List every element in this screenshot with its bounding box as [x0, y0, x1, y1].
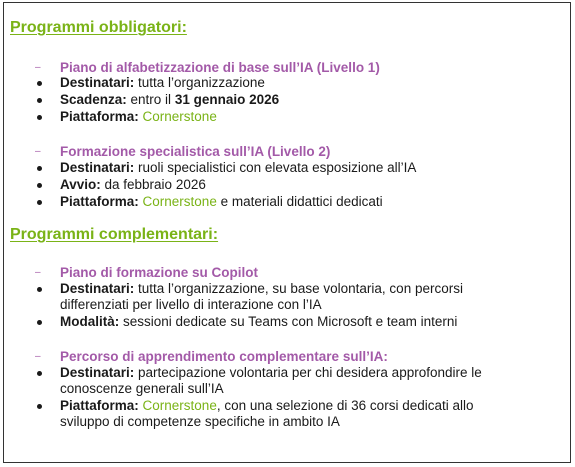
- field-label: Destinatari:: [60, 75, 135, 90]
- bullet-dot-icon: [37, 166, 42, 171]
- field-label: Piattaforma:: [60, 109, 139, 124]
- bullet-dot-icon: [37, 81, 42, 86]
- field-value: tutta l’organizzazione: [134, 75, 265, 90]
- field-label: Piattaforma:: [60, 398, 139, 413]
- dash-marker-icon: –: [35, 146, 41, 157]
- program-heading-text: Formazione specialistica sull’IA (Livello 2): [60, 144, 331, 159]
- field-value: , con una selezione di 36 corsi dedicati allo: [216, 398, 474, 413]
- section-title-complementary: Programmi complementari:: [10, 226, 219, 243]
- field-label: Destinatari:: [60, 281, 135, 296]
- field-value: e materiali didattici dedicati: [216, 194, 383, 209]
- program-heading-text: Percorso di apprendimento complementare sull’IA:: [60, 349, 388, 364]
- bullet-dot-icon: [37, 183, 42, 188]
- field-label: Scadenza:: [60, 92, 127, 107]
- program-heading-text: Piano di alfabetizzazione di base sull’IA (Livello 1): [60, 60, 380, 75]
- section-title-mandatory: Programmi obbligatori:: [10, 19, 187, 36]
- dash-marker-icon: –: [35, 62, 41, 73]
- field-value: sessioni dedicate su Teams con Microsoft e team interni: [119, 314, 458, 329]
- field-label: Destinatari:: [60, 160, 135, 175]
- platform-name: Cornerstone: [142, 109, 217, 124]
- field-value-cont: differenziati per livello di interazione con l’IA: [60, 297, 322, 312]
- program-heading-text: Piano di formazione su Copilot: [60, 265, 259, 280]
- bullet-dot-icon: [37, 320, 42, 325]
- field-value: tutta l’organizzazione, su base volontaria, con percorsi: [134, 281, 463, 296]
- platform-name: Cornerstone: [142, 398, 217, 413]
- platform-name: Cornerstone: [142, 194, 217, 209]
- field-label: Modalità:: [60, 314, 120, 329]
- dash-marker-icon: –: [35, 351, 41, 362]
- field-value: da febbraio 2026: [100, 177, 206, 192]
- field-value: ruoli specialistici con elevata esposizione all’IA: [134, 160, 417, 175]
- deadline-date: 31 gennaio 2026: [174, 92, 280, 107]
- dash-marker-icon: –: [35, 267, 41, 278]
- field-label: Destinatari:: [60, 365, 135, 380]
- field-label: Avvio:: [60, 177, 101, 192]
- field-value: partecipazione volontaria per chi desidera approfondire le: [134, 365, 482, 380]
- bullet-dot-icon: [37, 115, 42, 120]
- field-value: entro il: [126, 92, 175, 107]
- bullet-dot-icon: [37, 287, 42, 292]
- bullet-dot-icon: [37, 98, 42, 103]
- bullet-dot-icon: [37, 371, 42, 376]
- bullet-dot-icon: [37, 404, 42, 409]
- bullet-dot-icon: [37, 200, 42, 205]
- field-value-cont: sviluppo di competenze specifiche in ambito IA: [60, 414, 340, 429]
- field-value-cont: conoscenze generali sull’IA: [60, 381, 224, 396]
- field-label: Piattaforma:: [60, 194, 139, 209]
